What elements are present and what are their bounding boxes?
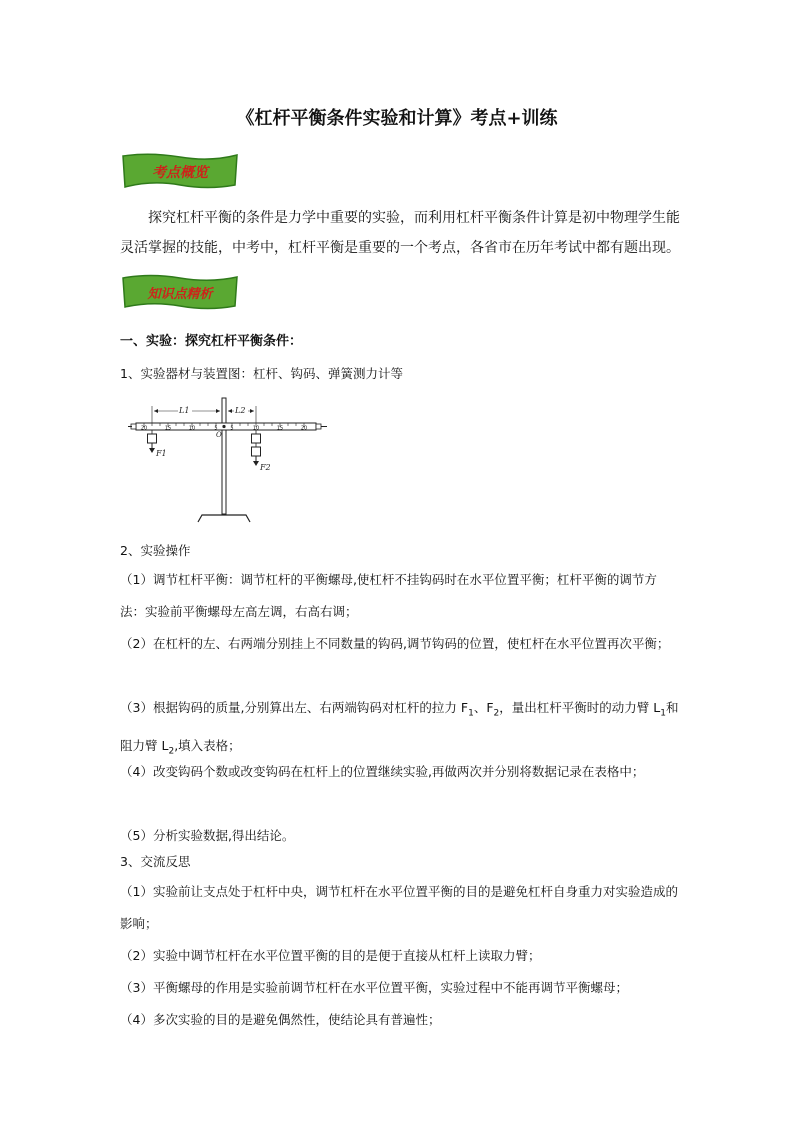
f1-label: F1 (156, 449, 167, 458)
tick-label: 5 (214, 425, 218, 432)
f2-label: F2 (260, 463, 271, 472)
analysis-badge (120, 273, 240, 311)
reflection2-text: （2）实验中调节杠杆在水平位置平衡的目的是便于直接从杠杆上读取力臂； (120, 948, 541, 963)
overview-badge (120, 152, 240, 190)
reflection4-text: （4）多次实验的目的是避免偶然性，使结论具有普遍性； (120, 1012, 441, 1027)
document-title: 《杠杆平衡条件实验和计算》考点+训练 (236, 108, 558, 129)
overview-badge-text: 考点概览 (152, 165, 208, 181)
item3-text: 3、交流反思 (120, 854, 191, 869)
item2-text: 2、实验操作 (120, 543, 191, 558)
tick-label: 5 (230, 425, 234, 432)
op4-text: （4）改变钩码个数或改变钩码在杠杆上的位置继续实验,再做两次并分别将数据记录在表格中； (120, 764, 645, 779)
lever-diagram (128, 392, 328, 527)
intro-paragraph: 探究杠杆平衡的条件是力学中重要的实验，而利用杠杆平衡条件计算是初中物理学生能灵活掌握的技能，中考中，杠杆平衡是重要的一个考点，各省市在历年考试中都有题出现。 (120, 210, 680, 256)
op2-text: （2）在杠杆的左、右两端分别挂上不同数量的钩码,调节钩码的位置，使杠杆在水平位置再次平衡； (120, 636, 670, 651)
op3-text: （3）根据钩码的质量,分别算出左、右两端钩码对杠杆的拉力 $F_1$、$F_2$，量出杠杆平衡时的动力臂 $L_1$和阻力臂 $L_2$,填入表格； (120, 700, 679, 756)
section1-heading: 一、实验：探究杠杆平衡条件： (120, 334, 303, 349)
overview-banner-icon (120, 152, 240, 190)
analysis-badge-text: 知识点精析 (147, 287, 213, 302)
tick-label: 20 (140, 425, 148, 432)
tick-label: 20 (300, 425, 308, 432)
tick-label: 15 (164, 425, 172, 432)
op5-text: （5）分析实验数据,得出结论。 (120, 828, 295, 843)
l2-label: L2 (235, 406, 246, 415)
item1-text: 1、实验器材与装置图：杠杆、钩码、弹簧测力计等 (120, 366, 403, 381)
tick-label: 15 (276, 425, 284, 432)
tick-label: 10 (252, 425, 260, 432)
tick-label: 10 (188, 425, 196, 432)
op1-text: （1）调节杠杆平衡：调节杠杆的平衡螺母,使杠杆不挂钩码时在水平位置平衡；杠杆平衡的调节方法：实验前平衡螺母左高左调，右高右调； (120, 572, 657, 619)
reflection3-text: （3）平衡螺母的作用是实验前调节杠杆在水平位置平衡，实验过程中不能再调节平衡螺母； (120, 980, 628, 995)
l1-label: L1 (179, 406, 190, 415)
analysis-banner-icon (120, 273, 240, 311)
reflection1-text: （1）实验前让支点处于杠杆中央，调节杠杆在水平位置平衡的目的是避免杠杆自身重力对实验造成的影响； (120, 884, 678, 931)
pivot-label: O (216, 431, 222, 439)
